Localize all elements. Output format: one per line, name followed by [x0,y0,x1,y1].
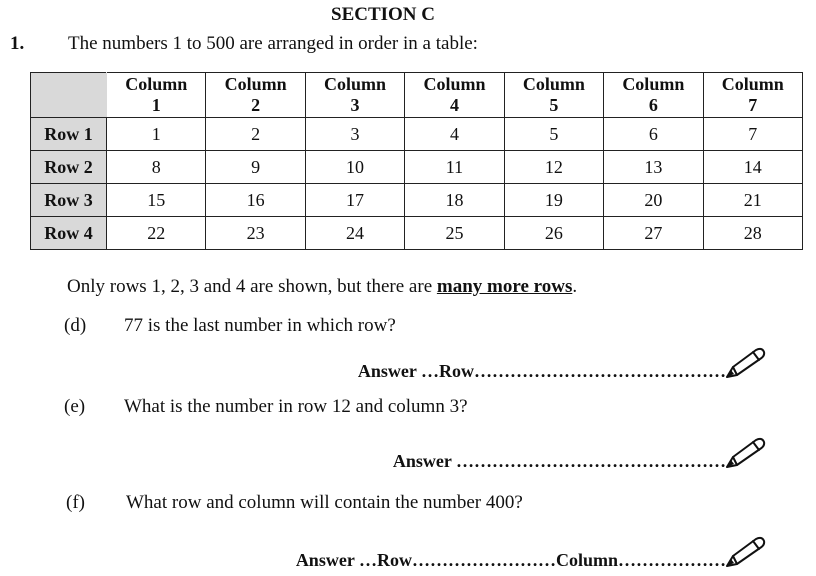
table-cell: 16 [206,184,305,217]
table-cell: 13 [604,151,703,184]
pencil-icon [724,436,768,470]
part-f-label: (f) [66,492,85,513]
note-end: . [572,276,578,297]
number-table [30,72,803,250]
column-header: Column 6 [604,73,703,118]
table-cell: 15 [107,184,206,217]
table-row [31,217,803,250]
part-e-question: What is the number in row 12 and column 3? [124,396,468,417]
table-cell: 23 [206,217,305,250]
table-cell: 27 [604,217,703,250]
question-number: 1. [10,33,25,54]
part-d-answer-line[interactable]: Answer …Row…………………………………… [357,361,726,381]
table-row [31,184,803,217]
part-e-label: (e) [64,396,86,417]
row-header: Row 4 [31,217,107,250]
table-cell: 14 [703,151,802,184]
note-emphasis: many more rows [436,276,573,297]
table-cell: 6 [604,118,703,151]
table-cell: 26 [504,217,603,250]
table-cell: 12 [504,151,603,184]
table-cell: 18 [405,184,504,217]
table-cell: 28 [703,217,802,250]
column-header: Column 2 [206,73,305,118]
part-d-label: (d) [64,315,87,336]
table-cell: 19 [504,184,603,217]
column-header: Column 1 [107,73,206,118]
table-cell: 9 [206,151,305,184]
part-e-answer-line[interactable]: Answer ……………………………………… [392,451,726,471]
section-title: SECTION C [331,4,435,25]
part-d-question: 77 is the last number in which row? [124,315,396,336]
pencil-icon [724,535,768,569]
row-header: Row 1 [31,118,107,151]
table-cell: 3 [305,118,404,151]
table-header-row [31,73,803,118]
table-row [31,151,803,184]
table-cell: 8 [107,151,206,184]
table-row [31,118,803,151]
table-cell: 25 [405,217,504,250]
column-header: Column 5 [504,73,603,118]
column-header: Column 7 [703,73,802,118]
row-header: Row 2 [31,151,107,184]
question-intro: The numbers 1 to 500 are arranged in order in a table: [68,33,478,54]
table-cell: 7 [703,118,802,151]
table-cell: 1 [107,118,206,151]
table-cell: 21 [703,184,802,217]
table-cell: 5 [504,118,603,151]
column-header: Column 4 [405,73,504,118]
pencil-icon [724,346,768,380]
table-cell: 20 [604,184,703,217]
table-cell: 2 [206,118,305,151]
table-note [67,276,577,298]
note-text: Only rows 1, 2, 3 and 4 are shown, but there are [67,276,437,297]
table-cell: 10 [305,151,404,184]
column-header: Column 3 [305,73,404,118]
part-f-question: What row and column will contain the number 400? [126,492,523,513]
row-header: Row 3 [31,184,107,217]
table-cell: 17 [305,184,404,217]
table-cell: 24 [305,217,404,250]
table-cell: 11 [405,151,504,184]
table-cell: 22 [107,217,206,250]
table-corner [31,73,107,118]
part-f-answer-line[interactable]: Answer …Row……………………Column……………… [295,550,726,570]
table-cell: 4 [405,118,504,151]
